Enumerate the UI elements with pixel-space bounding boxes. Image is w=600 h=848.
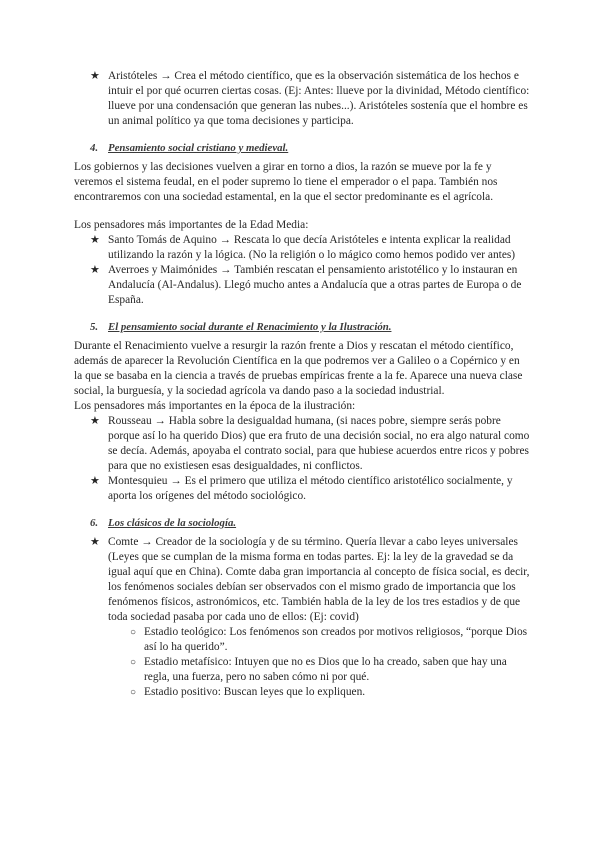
paragraph: Los pensadores más importantes de la Edad Media: [74,219,309,231]
list-item-text: Averroes y Maimónides → También rescatan el pensamiento aristotélico y lo instauran en Andalucía (Al-Andalus). Llegó mucho antes a Andalucía que a otras partes de Europa o de España. [108,264,522,306]
list-item [74,263,530,308]
section-title: Los clásicos de la sociología. [108,517,237,529]
circle-bullet-icon: ○ [130,687,137,698]
sub-list-item [74,655,530,685]
list-item-text: Rousseau → Habla sobre la desigualdad humana, (si naces pobre, siempre serás pobre porque así lo ha querido Dios) que era fruto de una decisión social, no era algo natural como se decía. Además, apoyaba el contrato social, para que hubiese acuerdos entre ricos y pobres para que no existiesen esas desigualdades, ni conflictos. [108,415,530,472]
sub-list-item-text: Estadio positivo: Buscan leyes que lo expliquen. [144,686,366,698]
star-bullet-icon: ★ [90,264,100,276]
list-item-text: Santo Tomás de Aquino → Rescata lo que decía Aristóteles e intenta explicar la realidad utilizando la razón y la lógica. (No la religión o lo mágico como hemos podido ver antes) [108,234,516,261]
paragraph: Durante el Renacimiento vuelve a resurgir la razón frente a Dios y rescatan el método científico, además de aparecer la Revolución Científica en la que podremos ver a Galileo o a Copérnico y en la que se basaba en la ciencia a través de pruebas empíricas frente a la fe. Aparece una nueva clase social, la burguesía, y la sociedad agrícola va dando paso a la sociedad industrial. [74,340,523,397]
list-item [74,474,530,504]
paragraph: Los pensadores más importantes en la época de la ilustración: [74,400,356,412]
sub-list-item-text: Estadio teológico: Los fenómenos son creados por motivos religiosos, “porque Dios así lo ha querido”. [144,626,528,653]
section-heading: 5. El pensamiento social durante el Renacimiento y la Ilustración. [90,321,392,333]
sub-list-item [74,625,530,655]
sub-list-item-text: Estadio metafísico: Intuyen que no es Dios que lo ha creado, saben que hay una regla, una fuerza, pero no saben cómo ni por qué. [144,656,507,683]
star-bullet-icon: ★ [90,536,100,548]
section-title: El pensamiento social durante el Renacimiento y la Ilustración. [108,321,392,333]
document-content [74,69,530,700]
list-item [74,414,530,474]
list-item [74,233,530,263]
section-heading: 4. Pensamiento social cristiano y medieval. [90,142,289,154]
star-bullet-icon: ★ [90,234,100,246]
circle-bullet-icon: ○ [130,627,137,638]
list-item-text: Montesquieu → Es el primero que utiliza el método científico aristotélico socialmente, y aporta los orígenes del método sociológico. [108,475,513,502]
list-item [74,69,530,129]
list-item [74,535,530,625]
sub-list-item [74,685,530,700]
list-item-text: Aristóteles → Crea el método científico, que es la observación sistemática de los hechos e intuir el por qué ocurren ciertas cosas. (Ej: Antes: llueve por la divinidad, Método científico: llueve por una condensación que generan las nubes...). Aristóteles sostenía que el hombre es un animal político ya que toma decisiones y participa. [108,70,530,127]
star-bullet-icon: ★ [90,415,100,427]
star-bullet-icon: ★ [90,475,100,487]
section-title: Pensamiento social cristiano y medieval. [108,142,289,154]
paragraph: Los gobiernos y las decisiones vuelven a girar en torno a dios, la razón se mueve por la fe y veremos el sistema feudal, en el poder supremo lo tiene el emperador o el papa. También nos encontraremos con una sociedad estamental, en la que el sector predominante es el agrícola. [74,161,498,203]
list-item-text: Comte → Creador de la sociología y de su término. Quería llevar a cabo leyes universales (Leyes que se cumplan de la misma forma en todas partes. Ej: la ley de la gravedad se da igual aquí que en China). Comte daba gran importancia al concepto de física social, es decir, los fenómenos sociales debían ser observados con el mismo grado de importancia que los fenómenos físicos, astronómicos, etc. También habla de la ley de los tres estadios y de que toda sociedad pasaba por cada uno de ellos: (Ej: covid) [108,536,530,623]
circle-bullet-icon: ○ [130,657,137,668]
section-heading: 6. Los clásicos de la sociología. [90,517,237,529]
star-bullet-icon: ★ [90,70,100,82]
